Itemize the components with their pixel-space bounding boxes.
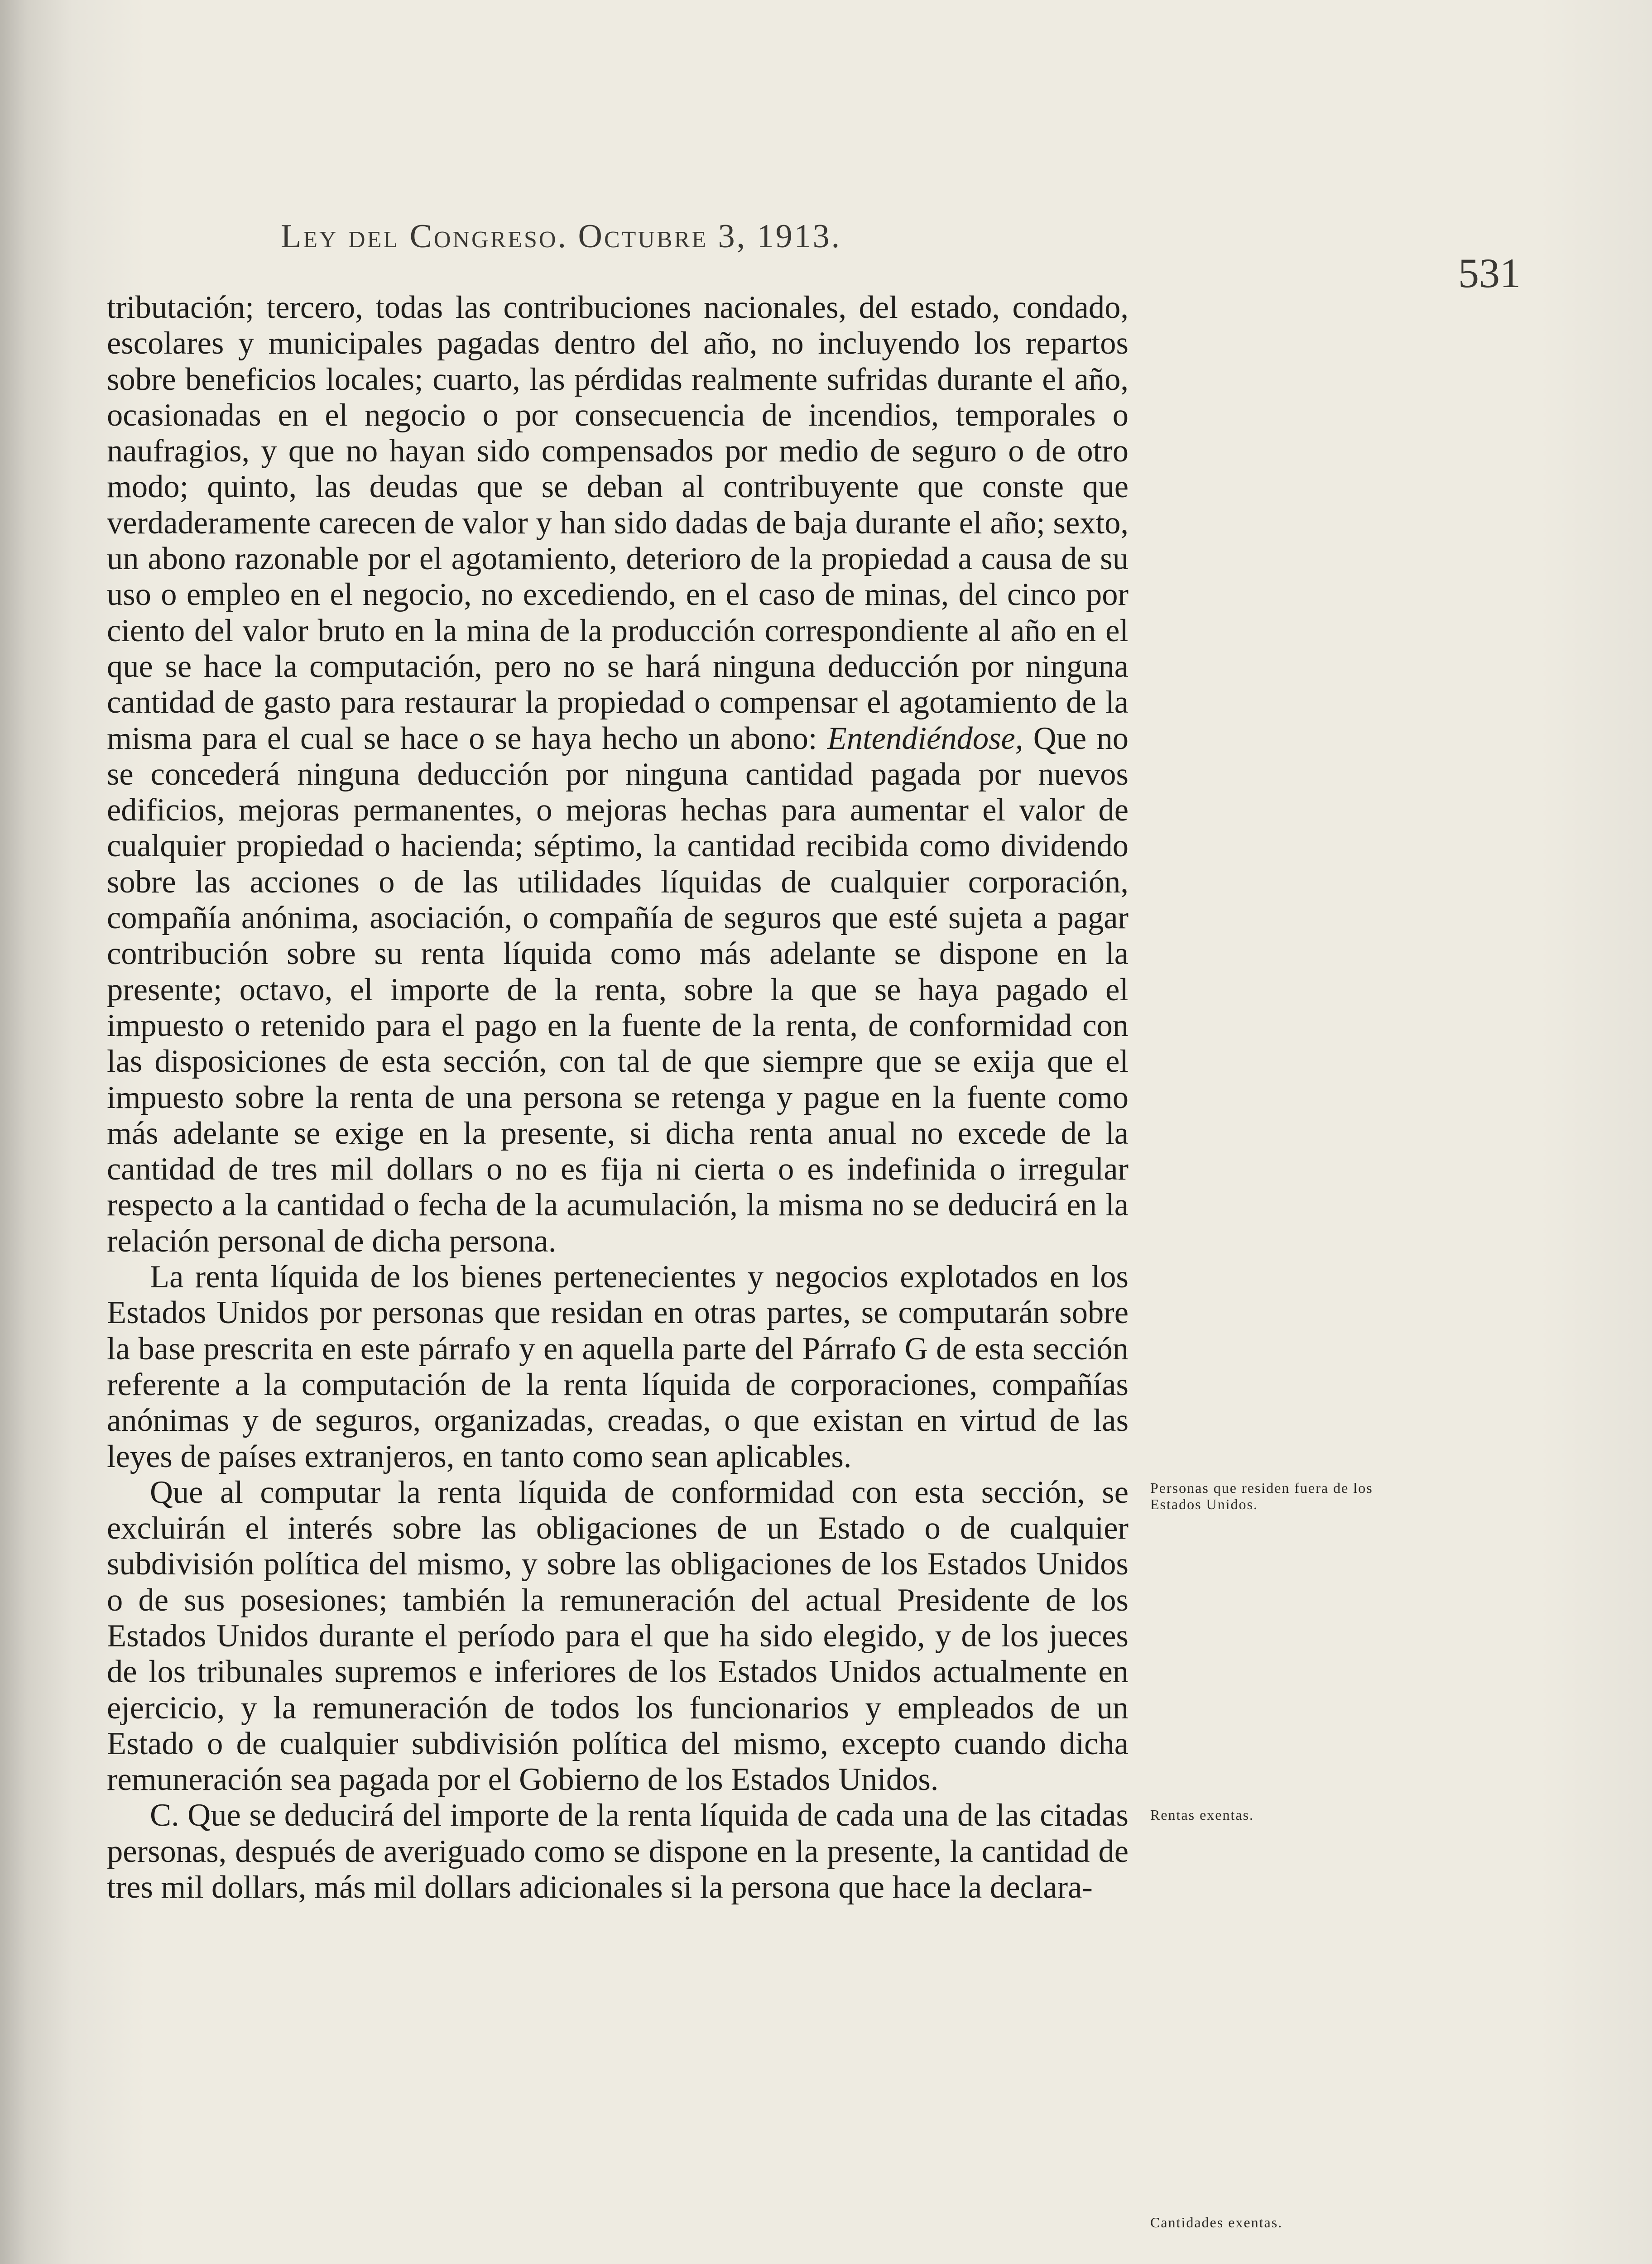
running-head: Ley del Congreso. Octubre 3, 1913. xyxy=(281,218,842,255)
margin-note-nonresidents: Personas que residen fuera de los Estados Unidos. xyxy=(1150,1480,1373,1512)
italic-proviso: Entendiéndose, xyxy=(827,720,1023,756)
body-text xyxy=(107,290,1129,1905)
paragraph-deductions xyxy=(107,290,1129,1259)
paragraph-deductions-rest: Que no se concederá ninguna deducción por ninguna cantidad pagada por nuevos edificios, mejoras permanentes, o mejoras hechas para aumentar el valor de cualquier propiedad o hacienda; séptimo, la cantidad recibida como dividendo sobre las acciones o de las utilidades líquidas de cualquier corporación, compañía anónima, asociación, o compañía de seguros que esté sujeta a pagar contribución sobre su renta líquida como más adelante se dispone en la presente; octavo, el importe de la renta, sobre la que se haya pagado el impuesto o retenido para el pago en la fuente de la renta, de conformidad con las disposiciones de esta sección, con tal de que siempre que se exija que el impuesto sobre la renta de una persona se retenga y pague en la fuente como más adelante se exige en la presente, si dicha renta anual no excede de la cantidad de tres mil dollars o no es fija ni cierta o es indefinida o irregular respecto a la cantidad o fecha de la acumulación, la misma no se deducirá en la relación personal de dicha persona. xyxy=(107,720,1129,1259)
paragraph-exempt-income: Que al computar la renta líquida de conformidad con esta sección, se excluirán el interés sobre las obligaciones de un Estado o de cualquier subdivisión política del mismo, y sobre las obligaciones de los Estados Unidos o de sus posesiones; también la remuneración del actual Presidente de los Estados Unidos durante el período para el que ha sido elegido, y de los jueces de los tribunales supremos e inferiores de los Estados Unidos actualmente en ejercicio, y la remuneración de todos los funcionarios y empleados de un Estado o de cualquier subdivisión política del mismo, excepto cuando dicha remuneración sea pagada por el Gobierno de los Estados Unidos. xyxy=(107,1474,1129,1798)
margin-note-exempt-income: Rentas exentas. xyxy=(1150,1807,1254,1823)
paragraph-deductions-text: tributación; tercero, todas las contribuciones nacionales, del estado, condado, escolares y municipales pagadas dentro del año, no incluyendo los repartos sobre beneficios locales; cuarto, las pérdidas realmente sufridas durante el año, ocasionadas en el negocio o por consecuencia de incendios, temporales o naufragios, y que no hayan sido compensados por medio de seguro o de otro modo; quinto, las deudas que se deban al contribuyente que conste que verdaderamente carecen de valor y han sido dadas de baja durante el año; sexto, un abono razonable por el agotamiento, deterioro de la propiedad a causa de su uso o empleo en el negocio, no excediendo, en el caso de minas, del cinco por ciento del valor bruto en la mina de la producción correspondiente al año en el que se hace la computación, pero no se hará ninguna deducción por ninguna cantidad de gasto para restaurar la propiedad o compensar el agotamiento de la misma para el cual se hace o se haya hecho un abono: xyxy=(107,290,1129,756)
margin-note-exempt-amounts: Cantidades exentas. xyxy=(1150,2214,1283,2230)
paragraph-exemptions-c: C. Que se deducirá del importe de la renta líquida de cada una de las citadas personas, después de averiguado como se dispone en la presente, la cantidad de tres mil dollars, más mil dollars adicionales si la persona que hace la declara- xyxy=(107,1798,1129,1905)
page-number: 531 xyxy=(1458,250,1521,296)
paragraph-nonresidents: La renta líquida de los bienes pertenecientes y negocios explotados en los Estados Unidos por personas que residan en otras partes, se computarán sobre la base prescrita en este párrafo y en aquella parte del Párrafo G de esta sección referente a la computación de la renta líquida de corporaciones, compañías anónimas y de seguros, organizadas, creadas, o que existan en virtud de las leyes de países extranjeros, en tanto como sean aplicables. xyxy=(107,1259,1129,1474)
